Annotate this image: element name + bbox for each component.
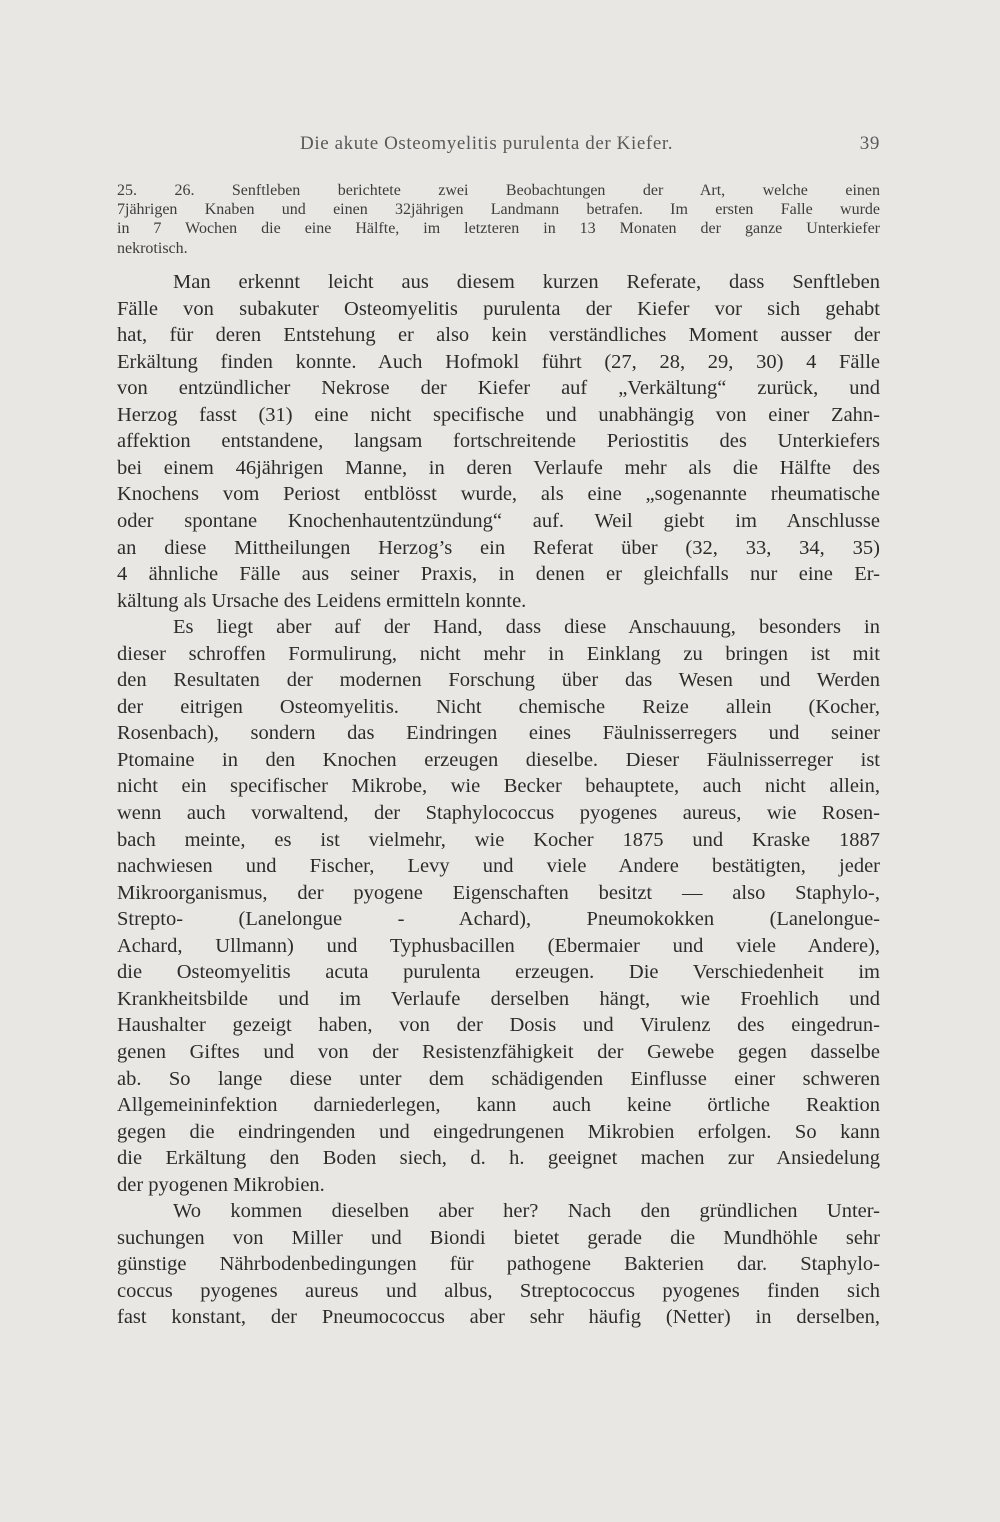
body-line: coccus pyogenes aureus und albus, Streptococcus pyogenes finden sich xyxy=(117,1279,880,1302)
body-line: die Osteomyelitis acuta purulenta erzeugen. Die Verschiedenheit im xyxy=(117,961,880,984)
footnote-line: nekrotisch. xyxy=(117,239,188,257)
body-line: Herzog fasst (31) eine nicht specifische und unabhängig von einer Zahn- xyxy=(117,403,880,426)
footnote-line: 25. 26. Senftleben berichtete zwei Beobachtungen der Art, welche einen xyxy=(117,182,880,199)
body-line: suchungen von Miller und Biondi bietet gerade die Mundhöhle sehr xyxy=(117,1226,880,1249)
body-line: der pyogenen Mikrobien. xyxy=(117,1173,325,1196)
body-line: Fälle von subakuter Osteomyelitis purulenta der Kiefer vor sich gehabt xyxy=(117,297,880,320)
body-line: kältung als Ursache des Leidens ermitteln konnte. xyxy=(117,589,527,612)
running-title: Die akute Osteomyelitis purulenta der Kiefer. xyxy=(300,133,674,154)
body-line: Erkältung finden konnte. Auch Hofmokl führt (27, 28, 29, 30) 4 Fälle xyxy=(117,350,880,373)
body-line: Haushalter gezeigt haben, von der Dosis und Virulenz des eingedrun- xyxy=(117,1014,880,1037)
body-line: Strepto- (Lanelongue - Achard), Pneumokokken (Lanelongue- xyxy=(117,908,880,931)
body-line: der eitrigen Osteomyelitis. Nicht chemische Reize allein (Kocher, xyxy=(117,695,880,718)
body-line: Allgemeininfektion darniederlegen, kann auch keine örtliche Reaktion xyxy=(117,1094,880,1117)
body-line: ab. So lange diese unter dem schädigenden Einflusse einer schweren xyxy=(117,1067,880,1090)
body-line: Ptomaine in den Knochen erzeugen dieselbe. Dieser Fäulnisserreger ist xyxy=(117,748,880,771)
body-line: nicht ein specifischer Mikrobe, wie Becker behauptete, auch nicht allein, xyxy=(117,775,880,798)
body-line: Mikroorganismus, der pyogene Eigenschaften besitzt — also Staphylo-, xyxy=(117,881,880,904)
footnote-line: in 7 Wochen die eine Hälfte, im letzteren in 13 Monaten der ganze Unterkiefer xyxy=(117,220,880,238)
body-line: von entzündlicher Nekrose der Kiefer auf „Verkältung“ zurück, und xyxy=(117,377,880,400)
body-line: Rosenbach), sondern das Eindringen eines Fäulnisserregers und seiner xyxy=(117,722,880,745)
body-line: bach meinte, es ist vielmehr, wie Kocher 1875 und Kraske 1887 xyxy=(117,828,880,851)
body-line: affektion entstandene, langsam fortschreitende Periostitis des Unterkiefers xyxy=(117,430,880,453)
body-line: 4 ähnliche Fälle aus seiner Praxis, in denen er gleichfalls nur eine Er- xyxy=(117,563,880,586)
body-line: Krankheitsbilde und im Verlaufe derselben hängt, wie Froehlich und xyxy=(117,987,880,1010)
body-line: Achard, Ullmann) und Typhusbacillen (Ebermaier und viele Andere), xyxy=(117,934,880,957)
body-line: oder spontane Knochenhautentzündung“ auf. Weil giebt im Anschlusse xyxy=(117,509,880,532)
footnote-line: 7jährigen Knaben und einen 32jährigen Landmann betrafen. Im ersten Falle wurde xyxy=(117,201,880,219)
body-line: den Resultaten der modernen Forschung über das Wesen und Werden xyxy=(117,669,880,692)
body-line: gegen die eindringenden und eingedrungenen Mikrobien erfolgen. So kann xyxy=(117,1120,880,1143)
body-line: fast konstant, der Pneumococcus aber sehr häufig (Netter) in derselben, xyxy=(117,1306,880,1329)
body-line: wenn auch vorwaltend, der Staphylococcus pyogenes aureus, wie Rosen- xyxy=(117,802,880,824)
body-line: Knochens vom Periost entblösst wurde, als eine „sogenannte rheumatische xyxy=(117,483,880,506)
body-line: an diese Mittheilungen Herzog’s ein Referat über (32, 33, 34, 35) xyxy=(117,536,880,559)
body-line: nachwiesen und Fischer, Levy und viele Andere bestätigten, jeder xyxy=(117,855,880,878)
body-line: günstige Nährbodenbedingungen für pathogene Bakterien dar. Staphylo- xyxy=(117,1253,880,1276)
body-line: genen Giftes und von der Resistenzfähigkeit der Gewebe gegen dasselbe xyxy=(117,1040,880,1063)
running-header xyxy=(117,133,880,163)
body-line: Man erkennt leicht aus diesem kurzen Referate, dass Senftleben xyxy=(173,271,880,293)
page-number: 39 xyxy=(859,133,880,154)
body-line: Es liegt aber auf der Hand, dass diese Anschauung, besonders in xyxy=(173,616,880,639)
body-line: Wo kommen dieselben aber her? Nach den gründlichen Unter- xyxy=(173,1200,880,1223)
body-line: hat, für deren Entstehung er also kein verständliches Moment ausser der xyxy=(117,324,880,347)
body-line: dieser schroffen Formulirung, nicht mehr in Einklang zu bringen ist mit xyxy=(117,642,880,665)
body-line: bei einem 46jährigen Manne, in deren Verlaufe mehr als die Hälfte des xyxy=(117,456,880,479)
body-line: die Erkältung den Boden siech, d. h. geeignet machen zur Ansiedelung xyxy=(117,1147,880,1170)
